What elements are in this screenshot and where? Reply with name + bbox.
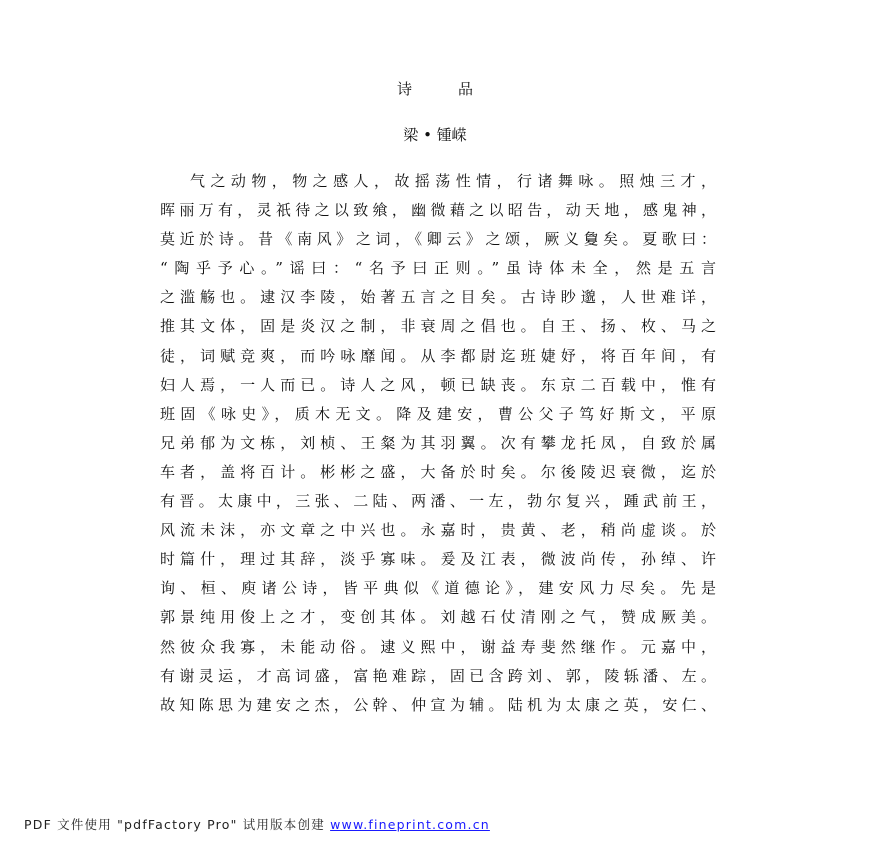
footer-text: PDF 文件使用 "pdfFactory Pro" 试用版本创建	[24, 817, 331, 832]
text-line: 有晋。太康中，三张、二陆、两潘、一左，勃尔复兴，踵武前王，	[160, 492, 716, 511]
pdf-footer	[24, 815, 490, 833]
fineprint-link[interactable]: www.fineprint.com.cn	[330, 817, 490, 832]
text-line: 妇人焉，一人而已。诗人之风，顿已缺丧。东京二百载中，惟有	[160, 375, 716, 394]
text-line: 气之动物，物之感人，故摇荡性情，行诸舞咏。照烛三才，	[190, 172, 716, 190]
text-line: 班固《咏史》，质木无文。降及建安，曹公父子笃好斯文，平原	[160, 404, 716, 423]
text-line: 兄弟郁为文栋，刘桢、王粲为其羽翼。次有攀龙托凤，自致於属	[160, 433, 716, 452]
text-line: 有谢灵运，才高词盛，富艳难踪，固已含跨刘、郭，陵轹潘、左。	[160, 666, 716, 685]
text-line: 之滥觞也。逮汉李陵，始著五言之目矣。古诗眇邈，人世难详，	[160, 288, 716, 307]
author-line: 梁 • 锺嵘	[403, 126, 467, 144]
text-line: 推其文体，固是炎汉之制，非衰周之倡也。自王、扬、枚、马之	[160, 317, 716, 336]
title-char-2: 品	[458, 80, 474, 98]
text-line: 然彼众我寡，未能动俗。逮义熙中，谢益寿斐然继作。元嘉中，	[160, 637, 716, 656]
body-text	[160, 167, 716, 720]
text-line: “陶乎予心。”谣曰：“名予曰正则。”虽诗体未全，然是五言	[160, 259, 716, 278]
text-line: 郭景纯用俊上之才，变创其体。刘越石仗清刚之气，赞成厥美。	[160, 608, 716, 627]
page-title	[0, 78, 870, 99]
title-char-1: 诗	[396, 80, 412, 98]
text-line: 车者，盖将百计。彬彬之盛，大备於时矣。尔後陵迟衰微，迄於	[160, 462, 716, 481]
text-line: 风流未沫，亦文章之中兴也。永嘉时，贵黄、老，稍尚虚谈。於	[160, 521, 716, 540]
text-line: 询、桓、庾诸公诗，皆平典似《道德论》，建安风力尽矣。先是	[160, 579, 716, 598]
text-line: 莫近於诗。昔《南风》之词，《卿云》之颂，厥义敻矣。夏歌曰：	[160, 230, 716, 249]
text-line: 时篇什，理过其辞，淡乎寡味。爰及江表，微波尚传，孙绰、许	[160, 550, 716, 569]
text-line: 晖丽万有，灵祇待之以致飨，幽微藉之以昭告，动天地，感鬼神，	[160, 201, 716, 220]
text-line: 徒，词赋竞爽，而吟咏靡闻。从李都尉迄班婕妤，将百年间，有	[160, 346, 716, 365]
text-line: 故知陈思为建安之杰，公幹、仲宣为辅。陆机为太康之英，安仁、	[160, 695, 716, 714]
